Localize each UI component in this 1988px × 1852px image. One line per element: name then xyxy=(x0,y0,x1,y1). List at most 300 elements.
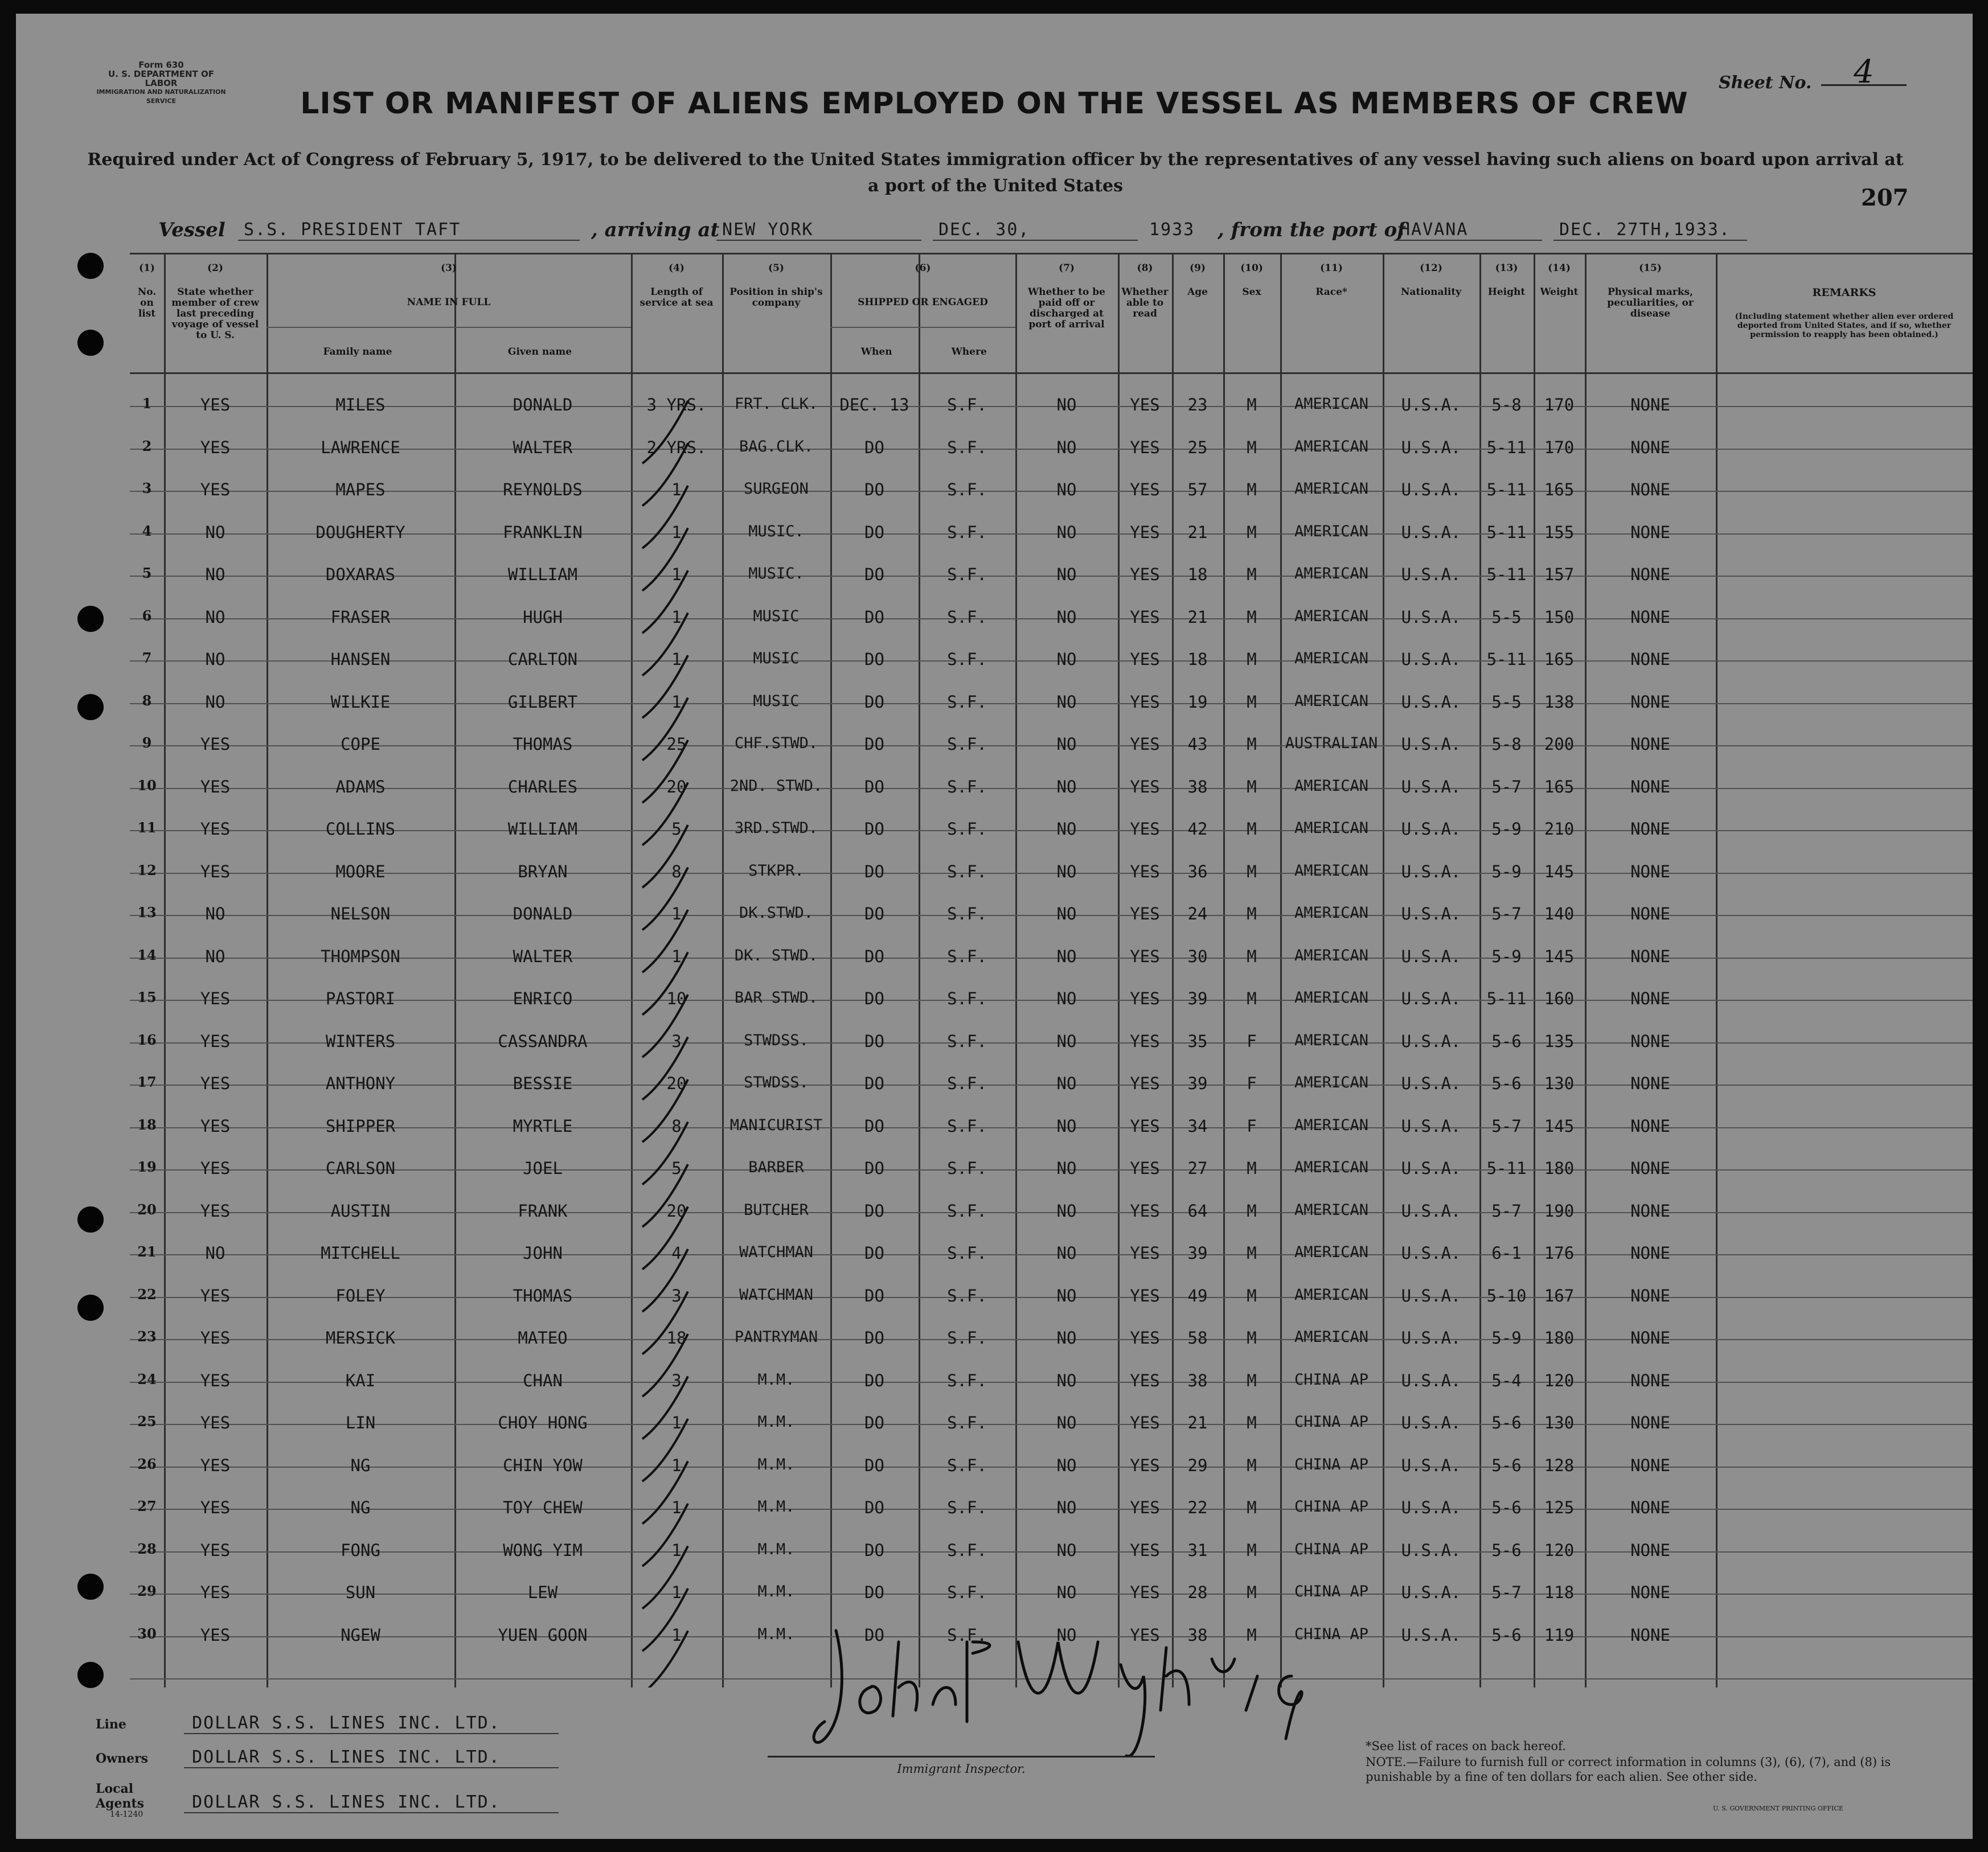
cell-height: 5-4 xyxy=(1491,1370,1522,1390)
cell-marks: NONE xyxy=(1630,1583,1670,1602)
cell-position: STKPR. xyxy=(748,861,804,880)
cell-race: AMERICAN xyxy=(1294,692,1369,710)
cell-nat: U.S.A. xyxy=(1401,1201,1461,1221)
cell-marks: NONE xyxy=(1630,395,1670,414)
cell-race: AMERICAN xyxy=(1294,904,1369,922)
cell-where: S.F. xyxy=(947,1159,987,1178)
cell-position: MUSIC. xyxy=(748,522,804,540)
cell-when: DO xyxy=(864,734,884,754)
column-subheader: When xyxy=(860,346,892,358)
cell-read: YES xyxy=(1130,1413,1160,1432)
column-header: SHIPPED OR ENGAGED xyxy=(858,297,988,308)
cell-sex: F xyxy=(1247,1116,1257,1136)
column-header: Weight xyxy=(1540,286,1579,298)
cell-race: AMERICAN xyxy=(1294,861,1369,880)
cell-paid: NO xyxy=(1056,1031,1077,1051)
cell-nat: U.S.A. xyxy=(1401,777,1461,796)
cell-weight: 145 xyxy=(1544,861,1575,881)
cell-height: 5-9 xyxy=(1491,1328,1522,1348)
cell-paid: NO xyxy=(1056,650,1077,669)
cell-height: 5-11 xyxy=(1486,480,1527,499)
owners-label: Owners xyxy=(96,1751,149,1766)
cell-read: YES xyxy=(1130,437,1160,457)
cell-no: 2 xyxy=(142,437,152,454)
cell-age: 27 xyxy=(1187,1159,1208,1178)
cell-when: DO xyxy=(864,1625,884,1645)
agents-label: Local Agents xyxy=(96,1781,144,1811)
cell-where: S.F. xyxy=(947,607,987,627)
column-number: (4) xyxy=(669,262,684,274)
cell-read: YES xyxy=(1130,1116,1160,1136)
cell-when: DO xyxy=(864,1243,884,1263)
column-header: Age xyxy=(1187,286,1208,298)
cell-position: 2ND. STWD. xyxy=(729,777,823,795)
cell-nat: U.S.A. xyxy=(1401,904,1461,923)
column-number: (5) xyxy=(768,262,784,274)
cell-nat: U.S.A. xyxy=(1401,1583,1461,1602)
cell-when: DO xyxy=(864,946,884,966)
cell-weight: 120 xyxy=(1544,1540,1575,1560)
cell-family: FOLEY xyxy=(335,1286,386,1305)
cell-race: AMERICAN xyxy=(1294,1031,1369,1049)
cell-weight: 170 xyxy=(1544,395,1575,414)
cell-given: CHAN xyxy=(523,1370,563,1390)
cell-weight: 119 xyxy=(1544,1625,1575,1645)
cell-where: S.F. xyxy=(947,989,987,1008)
column-number: (8) xyxy=(1137,262,1153,274)
cell-paid: NO xyxy=(1056,1116,1077,1136)
cell-height: 5-10 xyxy=(1486,1286,1527,1305)
cell-race: AMERICAN xyxy=(1294,1243,1369,1261)
cell-nat: U.S.A. xyxy=(1401,692,1461,712)
cell-sex: F xyxy=(1247,1074,1257,1093)
cell-height: 5-6 xyxy=(1491,1413,1522,1432)
footer-line-row xyxy=(96,1713,559,1734)
column-subheader: Family name xyxy=(323,346,392,358)
cell-when: DO xyxy=(864,777,884,796)
inspector-line xyxy=(768,1756,1155,1757)
cell-when: DO xyxy=(864,1159,884,1178)
cell-family: MILES xyxy=(335,395,386,414)
cell-height: 5-8 xyxy=(1491,395,1522,414)
cell-paid: NO xyxy=(1056,692,1077,712)
check-mark xyxy=(642,1631,688,1688)
cell-race: AMERICAN xyxy=(1294,437,1369,455)
cell-family: NG xyxy=(350,1498,371,1517)
cell-marks: NONE xyxy=(1630,1540,1670,1560)
cell-service: 3 xyxy=(671,1031,682,1051)
cell-when: DO xyxy=(864,1413,884,1432)
cell-marks: NONE xyxy=(1630,1201,1670,1221)
cell-when: DO xyxy=(864,989,884,1008)
cell-paid: NO xyxy=(1056,522,1077,542)
cell-read: YES xyxy=(1130,395,1160,414)
cell-weight: 170 xyxy=(1544,437,1575,457)
cell-sex: M xyxy=(1247,734,1257,754)
sheet-number: 4 xyxy=(1821,54,1907,86)
cell-where: S.F. xyxy=(947,1625,987,1645)
cell-read: YES xyxy=(1130,1159,1160,1178)
cell-age: 64 xyxy=(1187,1201,1208,1221)
cell-read: YES xyxy=(1130,1625,1160,1645)
name-subheader-rule xyxy=(267,327,631,328)
cell-when: DO xyxy=(864,650,884,669)
cell-family: MERSICK xyxy=(325,1328,396,1348)
cell-prev: NO xyxy=(205,904,226,923)
vessel-label: Vessel xyxy=(158,219,226,241)
cell-race: AMERICAN xyxy=(1294,989,1369,1007)
column-number: (6) xyxy=(915,262,931,274)
cell-service: 18 xyxy=(666,1328,687,1348)
penalty-note: NOTE.—Failure to furnish full or correct information in columns (3), (6), (7), and (8) is punishable by a fine of ten dollars for each alien. See other side. xyxy=(1366,1755,1891,1784)
cell-prev: YES xyxy=(200,819,231,839)
cell-family: PASTORI xyxy=(325,989,396,1008)
cell-where: S.F. xyxy=(947,1201,987,1221)
cell-service: 8 xyxy=(671,861,682,881)
cell-race: AMERICAN xyxy=(1294,1201,1369,1219)
cell-age: 31 xyxy=(1187,1540,1208,1560)
cell-service: 1 xyxy=(671,480,682,499)
cell-when: DO xyxy=(864,1201,884,1221)
cell-weight: 130 xyxy=(1544,1413,1575,1432)
cell-position: PANTRYMAN xyxy=(734,1328,818,1346)
cell-given: YUEN GOON xyxy=(498,1625,588,1645)
cell-no: 16 xyxy=(137,1031,157,1048)
cell-paid: NO xyxy=(1056,819,1077,839)
cell-position: M.M. xyxy=(757,1413,795,1431)
cell-read: YES xyxy=(1130,692,1160,712)
cell-paid: NO xyxy=(1056,480,1077,499)
cell-paid: NO xyxy=(1056,1074,1077,1093)
remarks-subnote: (Including statement whether alien ever ordered deported from United States, and if so, whether permission to reapply has been obtained.) xyxy=(1735,312,1954,339)
cell-prev: YES xyxy=(200,1625,231,1645)
from-port-field xyxy=(1394,220,1542,254)
cell-no: 21 xyxy=(137,1243,157,1260)
cell-sex: M xyxy=(1247,522,1257,542)
cell-position: WATCHMAN xyxy=(739,1286,814,1304)
cell-read: YES xyxy=(1130,1370,1160,1390)
cell-where: S.F. xyxy=(947,946,987,966)
cell-sex: M xyxy=(1247,777,1257,796)
cell-given: JOEL xyxy=(523,1159,563,1178)
column-header: State whether member of crew last preceding voyage of vessel to U. S. xyxy=(171,286,259,341)
cell-where: S.F. xyxy=(947,1116,987,1136)
cell-given: CHARLES xyxy=(507,777,578,796)
cell-prev: YES xyxy=(200,1074,231,1093)
cell-when: DO xyxy=(864,1583,884,1602)
cell-sex: M xyxy=(1247,904,1257,923)
cell-position: 3RD.STWD. xyxy=(734,819,818,837)
cell-sex: M xyxy=(1247,1159,1257,1178)
cell-where: S.F. xyxy=(947,1583,987,1602)
cell-position: MANICURIST xyxy=(729,1116,823,1134)
cell-nat: U.S.A. xyxy=(1401,1498,1461,1517)
footer-agents-row xyxy=(96,1781,559,1813)
cell-age: 21 xyxy=(1187,1413,1208,1432)
cell-paid: NO xyxy=(1056,1455,1077,1475)
cell-paid: NO xyxy=(1056,904,1077,923)
cell-prev: YES xyxy=(200,1031,231,1051)
cell-marks: NONE xyxy=(1630,1370,1670,1390)
cell-no: 6 xyxy=(142,607,152,624)
cell-age: 30 xyxy=(1187,946,1208,966)
cell-nat: U.S.A. xyxy=(1401,989,1461,1008)
column-number: (13) xyxy=(1495,262,1518,274)
cell-read: YES xyxy=(1130,1074,1160,1093)
from-port: HAVANA xyxy=(1394,220,1542,241)
cell-when: DO xyxy=(864,607,884,627)
cell-weight: 157 xyxy=(1544,565,1575,584)
binder-hole xyxy=(77,1206,104,1233)
cell-race: AMERICAN xyxy=(1294,1286,1369,1304)
column-number: (11) xyxy=(1320,262,1343,274)
cell-age: 18 xyxy=(1187,650,1208,669)
cell-marks: NONE xyxy=(1630,1031,1670,1051)
cell-age: 34 xyxy=(1187,1116,1208,1136)
cell-prev: YES xyxy=(200,1583,231,1602)
cell-given: FRANK xyxy=(518,1201,568,1221)
cell-weight: 135 xyxy=(1544,1031,1575,1051)
cell-where: S.F. xyxy=(947,1074,987,1093)
cell-where: S.F. xyxy=(947,1413,987,1432)
cell-race: AMERICAN xyxy=(1294,607,1369,625)
cell-service: 1 xyxy=(671,1540,682,1560)
binder-hole xyxy=(77,330,104,356)
cell-paid: NO xyxy=(1056,734,1077,754)
cell-given: BESSIE xyxy=(513,1074,573,1093)
cell-sex: M xyxy=(1247,989,1257,1008)
cell-family: FRASER xyxy=(330,607,391,627)
cell-where: S.F. xyxy=(947,1540,987,1560)
cell-height: 6-1 xyxy=(1491,1243,1522,1263)
cell-nat: U.S.A. xyxy=(1401,946,1461,966)
cell-service: 3 xyxy=(671,1286,682,1305)
column-header: Nationality xyxy=(1400,286,1462,298)
cell-when: DO xyxy=(864,1370,884,1390)
cell-paid: NO xyxy=(1056,1243,1077,1263)
cell-given: CASSANDRA xyxy=(498,1031,588,1051)
cell-position: MUSIC xyxy=(753,692,800,710)
line-value: DOLLAR S.S. LINES INC. LTD. xyxy=(184,1713,559,1734)
column-number: (15) xyxy=(1639,262,1662,274)
cell-given: FRANKLIN xyxy=(503,522,583,542)
column-header: REMARKS xyxy=(1812,286,1876,299)
cell-race: AMERICAN xyxy=(1294,1328,1369,1346)
cell-read: YES xyxy=(1130,1286,1160,1305)
cell-marks: NONE xyxy=(1630,650,1670,669)
cell-paid: NO xyxy=(1056,1498,1077,1517)
printer-mark: U. S. GOVERNMENT PRINTING OFFICE xyxy=(1713,1805,1843,1812)
cell-height: 5-6 xyxy=(1491,1455,1522,1475)
cell-paid: NO xyxy=(1056,437,1077,457)
arriving-label: , arriving at xyxy=(591,219,720,241)
cell-nat: U.S.A. xyxy=(1401,565,1461,584)
cell-race: AMERICAN xyxy=(1294,819,1369,837)
cell-no: 3 xyxy=(142,480,152,496)
cell-paid: NO xyxy=(1056,565,1077,584)
cell-marks: NONE xyxy=(1630,1413,1670,1432)
cell-race: CHINA AP xyxy=(1294,1455,1369,1473)
cell-weight: 180 xyxy=(1544,1159,1575,1178)
cell-when: DO xyxy=(864,1455,884,1475)
cell-no: 26 xyxy=(137,1455,157,1472)
cell-where: S.F. xyxy=(947,1328,987,1348)
cell-sex: M xyxy=(1247,1201,1257,1221)
cell-no: 22 xyxy=(137,1286,157,1303)
cell-prev: YES xyxy=(200,1286,231,1305)
cell-sex: F xyxy=(1247,1031,1257,1051)
cell-race: AMERICAN xyxy=(1294,395,1369,413)
cell-service: 1 xyxy=(671,1625,682,1645)
cell-service: 2 YRS. xyxy=(646,437,707,457)
cell-race: AUSTRALIAN xyxy=(1285,734,1378,752)
column-header: Physical marks, peculiarities, or disease xyxy=(1607,286,1694,319)
cell-given: REYNOLDS xyxy=(503,480,583,499)
cell-marks: NONE xyxy=(1630,692,1670,712)
cell-race: CHINA AP xyxy=(1294,1583,1369,1600)
cell-sex: M xyxy=(1247,1370,1257,1390)
service-name: IMMIGRATION AND NATURALIZATION SERVICE xyxy=(96,88,226,105)
cell-weight: 130 xyxy=(1544,1074,1575,1093)
cell-given: LEW xyxy=(527,1583,558,1602)
cell-weight: 145 xyxy=(1544,946,1575,966)
owners-value: DOLLAR S.S. LINES INC. LTD. xyxy=(184,1747,559,1768)
arrival-year: 1933 xyxy=(1149,220,1195,240)
cell-read: YES xyxy=(1130,565,1160,584)
column-number: (1) xyxy=(139,262,155,274)
cell-sex: M xyxy=(1247,1243,1257,1263)
cell-age: 39 xyxy=(1187,1074,1208,1093)
cell-given: ENRICO xyxy=(513,989,573,1008)
cell-sex: M xyxy=(1247,1455,1257,1475)
cell-weight: 165 xyxy=(1544,777,1575,796)
cell-given: GILBERT xyxy=(507,692,578,712)
cell-family: COPE xyxy=(341,734,380,754)
cell-read: YES xyxy=(1130,1328,1160,1348)
cell-age: 36 xyxy=(1187,861,1208,881)
cell-height: 5-6 xyxy=(1491,1498,1522,1517)
cell-service: 4 xyxy=(671,1243,682,1263)
cell-paid: NO xyxy=(1056,607,1077,627)
column-header: NAME IN FULL xyxy=(407,297,491,308)
cell-paid: NO xyxy=(1056,1583,1077,1602)
cell-prev: YES xyxy=(200,1413,231,1432)
column-number: (7) xyxy=(1059,262,1075,274)
cell-no: 28 xyxy=(137,1540,157,1557)
cell-height: 5-6 xyxy=(1491,1031,1522,1051)
cell-sex: M xyxy=(1247,565,1257,584)
cell-race: AMERICAN xyxy=(1294,565,1369,582)
footer-owners-row xyxy=(96,1747,559,1768)
cell-when: DO xyxy=(864,480,884,499)
cell-prev: YES xyxy=(200,1328,231,1348)
cell-age: 38 xyxy=(1187,777,1208,796)
cell-marks: NONE xyxy=(1630,607,1670,627)
cell-family: ADAMS xyxy=(335,777,386,796)
cell-sex: M xyxy=(1247,861,1257,881)
cell-prev: YES xyxy=(200,861,231,881)
cell-service: 1 xyxy=(671,904,682,923)
cell-height: 5-11 xyxy=(1486,1159,1527,1178)
cell-age: 22 xyxy=(1187,1498,1208,1517)
cell-no: 24 xyxy=(137,1370,157,1387)
cell-weight: 165 xyxy=(1544,650,1575,669)
cell-prev: YES xyxy=(200,1370,231,1390)
cell-read: YES xyxy=(1130,861,1160,881)
from-date: DEC. 27TH,1933. xyxy=(1553,220,1747,241)
cell-family: FONG xyxy=(341,1540,380,1560)
cell-age: 38 xyxy=(1187,1625,1208,1645)
cell-when: DO xyxy=(864,1116,884,1136)
cell-given: WALTER xyxy=(513,946,573,966)
cell-read: YES xyxy=(1130,1583,1160,1602)
cell-when: DO xyxy=(864,1540,884,1560)
cell-position: SURGEON xyxy=(744,480,809,498)
binder-hole xyxy=(77,1662,104,1688)
cell-no: 4 xyxy=(142,522,152,539)
cell-marks: NONE xyxy=(1630,989,1670,1008)
cell-where: S.F. xyxy=(947,904,987,923)
cell-family: DOUGHERTY xyxy=(315,522,405,542)
cell-age: 43 xyxy=(1187,734,1208,754)
binder-hole xyxy=(77,253,104,279)
cell-where: S.F. xyxy=(947,437,987,457)
cell-weight: 176 xyxy=(1544,1243,1575,1263)
cell-given: WILLIAM xyxy=(507,565,578,584)
cell-where: S.F. xyxy=(947,480,987,499)
cell-sex: M xyxy=(1247,607,1257,627)
column-header: Sex xyxy=(1242,286,1261,298)
from-port-label: , from the port of xyxy=(1218,219,1405,241)
column-rule xyxy=(1716,253,1718,1687)
cell-prev: YES xyxy=(200,1498,231,1517)
cell-nat: U.S.A. xyxy=(1401,522,1461,542)
cell-given: JOHN xyxy=(523,1243,563,1263)
cell-service: 1 xyxy=(671,1583,682,1602)
column-header: No. on list xyxy=(137,286,157,319)
cell-service: 1 xyxy=(671,522,682,542)
cell-paid: NO xyxy=(1056,777,1077,796)
cell-given: DONALD xyxy=(513,395,573,414)
cell-age: 18 xyxy=(1187,565,1208,584)
cell-weight: 167 xyxy=(1544,1286,1575,1305)
column-number: (10) xyxy=(1240,262,1263,274)
cell-nat: U.S.A. xyxy=(1401,1413,1461,1432)
cell-age: 23 xyxy=(1187,395,1208,414)
column-number: (14) xyxy=(1548,262,1571,274)
cell-no: 11 xyxy=(137,819,157,836)
cell-prev: YES xyxy=(200,1159,231,1178)
cell-read: YES xyxy=(1130,522,1160,542)
cell-race: AMERICAN xyxy=(1294,1159,1369,1176)
cell-race: AMERICAN xyxy=(1294,777,1369,795)
cell-family: NGEW xyxy=(341,1625,380,1645)
cell-when: DO xyxy=(864,692,884,712)
cell-given: WALTER xyxy=(513,437,573,457)
cell-service: 5 xyxy=(671,819,682,839)
binder-hole xyxy=(77,1295,104,1321)
cell-paid: NO xyxy=(1056,1625,1077,1645)
cell-prev: YES xyxy=(200,437,231,457)
cell-nat: U.S.A. xyxy=(1401,1455,1461,1475)
cell-nat: U.S.A. xyxy=(1401,480,1461,499)
cell-age: 24 xyxy=(1187,904,1208,923)
cell-no: 25 xyxy=(137,1413,157,1430)
cell-when: DO xyxy=(864,565,884,584)
cell-given: WILLIAM xyxy=(507,819,578,839)
cell-read: YES xyxy=(1130,1455,1160,1475)
cell-paid: NO xyxy=(1056,395,1077,414)
